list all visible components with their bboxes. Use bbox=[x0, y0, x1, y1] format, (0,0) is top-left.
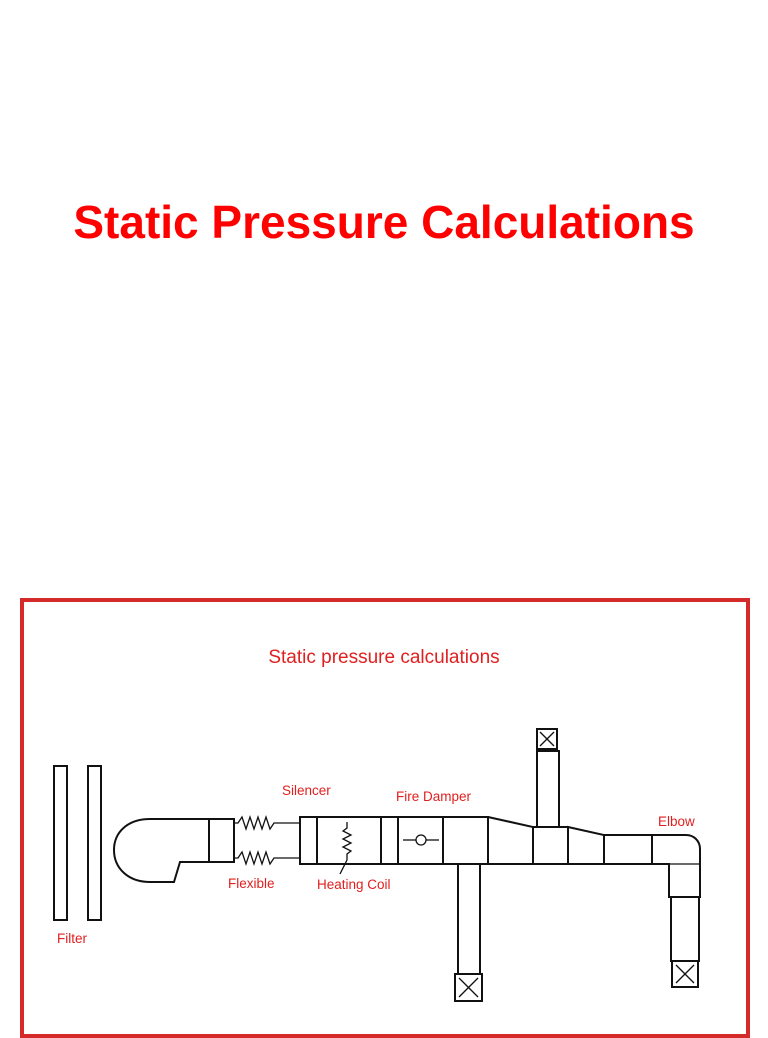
main-duct-section bbox=[443, 817, 488, 864]
label-silencer: Silencer bbox=[282, 783, 331, 798]
label-heating-coil: Heating Coil bbox=[317, 877, 391, 892]
upper-branch-duct bbox=[537, 751, 559, 827]
label-filter: Filter bbox=[57, 931, 87, 946]
heating-coil-element bbox=[343, 822, 351, 860]
diffuser-bottom bbox=[455, 974, 482, 1001]
heating-coil-box bbox=[317, 817, 381, 864]
branch-tee bbox=[533, 827, 568, 864]
elbow-drop-duct bbox=[671, 897, 699, 961]
label-elbow: Elbow bbox=[658, 814, 695, 829]
flexible-connector bbox=[234, 817, 300, 864]
diagram-title: Static pressure calculations bbox=[268, 647, 500, 668]
diffuser-top bbox=[537, 729, 557, 749]
fan-housing bbox=[114, 819, 209, 882]
filter-panel-left bbox=[54, 766, 67, 920]
elbow bbox=[652, 835, 700, 897]
flexible-spring-bottom bbox=[234, 852, 300, 864]
duct-reducer bbox=[488, 817, 533, 864]
heating-coil-leader bbox=[340, 860, 347, 874]
slide-title: Static Pressure Calculations bbox=[73, 196, 695, 248]
heating-coil-section bbox=[317, 817, 381, 874]
silencer-section bbox=[300, 817, 317, 864]
lower-branch-duct bbox=[458, 864, 480, 974]
filter-panel-right bbox=[88, 766, 101, 920]
filter-panels bbox=[54, 766, 101, 920]
duct-run bbox=[604, 835, 652, 864]
fan-outlet bbox=[209, 819, 234, 862]
duct-reducer-2 bbox=[568, 827, 604, 864]
label-flexible: Flexible bbox=[228, 876, 275, 891]
duct-segment bbox=[381, 817, 398, 864]
diffuser-elbow bbox=[672, 961, 698, 987]
flexible-spring-top bbox=[234, 817, 300, 829]
label-fire-damper: Fire Damper bbox=[396, 789, 472, 804]
fire-damper-pivot bbox=[416, 835, 426, 845]
fire-damper-section bbox=[398, 817, 443, 864]
